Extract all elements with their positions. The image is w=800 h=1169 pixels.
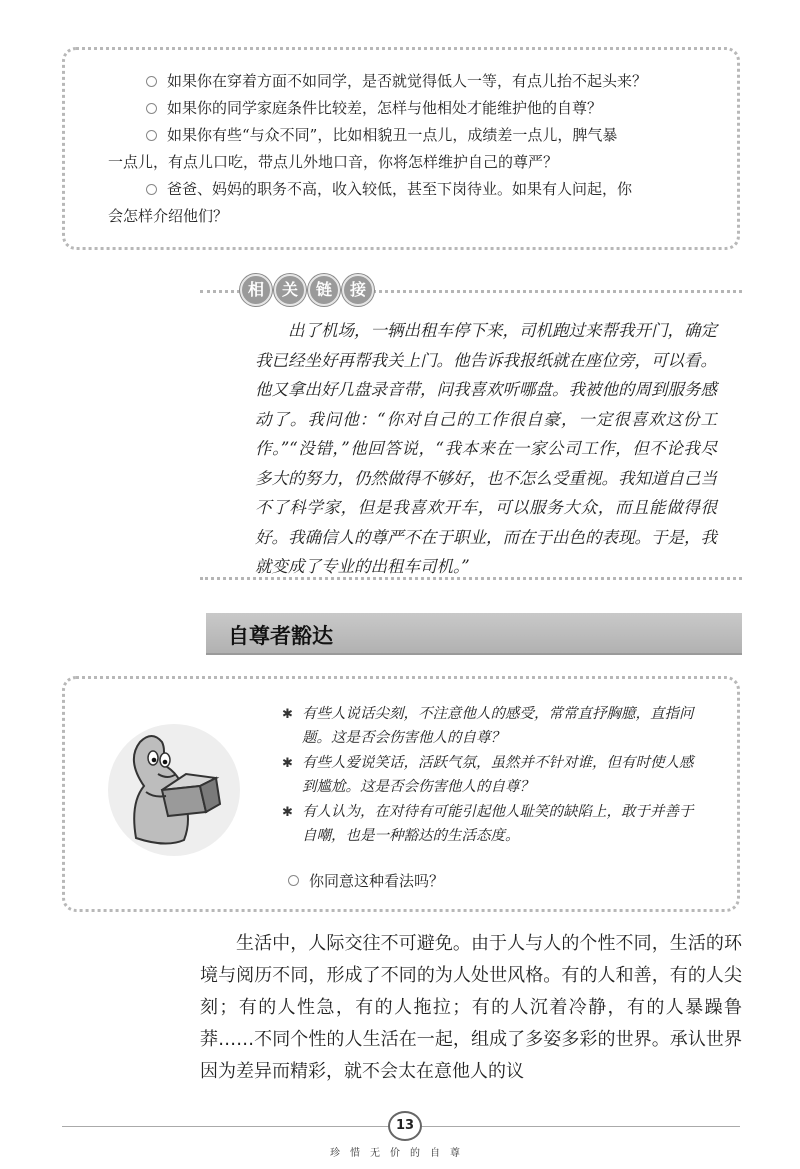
question-item-continued: 一点儿，有点儿口吃，带点儿外地口音，你将怎样维护自己的尊严？ — [108, 153, 559, 171]
related-story — [255, 316, 717, 582]
circle-bullet-icon — [146, 103, 157, 114]
badge-char: 相 — [240, 274, 272, 306]
badge-char: 接 — [342, 274, 374, 306]
circle-bullet-icon — [146, 76, 157, 87]
story-paragraph: 出了机场，一辆出租车停下来，司机跑过来帮我开门，确定我已经坐好再帮我关上门。他告诉我报纸就在座位旁，可以看。他又拿出好几盘录音带，问我喜欢听哪盘。我被他的周到服务感动了。我问他：“你对自己的工作很自豪，一定很喜欢这份工作。”“没错，”他回答说，“我本来在一家公司工作，但不论我尽多大的努力，仍然做得不够好，也不怎么受重视。我知道自己当不了科学家，但是我喜欢开车，可以服务大众，而且能做得很好。我确信人的尊严不在于职业，而在于出色的表现。于是，我就变成了专业的出租车司机。” — [255, 321, 717, 576]
circle-bullet-icon — [288, 875, 299, 886]
related-links-badge — [240, 274, 376, 306]
asterisk-icon: ✱ — [282, 756, 293, 771]
badge-char: 关 — [274, 274, 306, 306]
circle-bullet-icon — [146, 130, 157, 141]
question-list — [108, 68, 708, 230]
page-number: 13 — [388, 1111, 422, 1141]
discussion-item: ✱ 有人认为，在对待有可能引起他人耻笑的缺陷上，敢于并善于自嘲，也是一种豁达的生活态度。 — [282, 800, 702, 848]
dotted-divider — [200, 290, 240, 293]
question-item: 爸爸、妈妈的职务不高，收入较低，甚至下岗待业。如果有人问起，你 — [108, 176, 708, 203]
question-item-continued: 会怎样介绍他们？ — [108, 207, 229, 225]
body-text — [200, 928, 742, 1088]
section-title: 自尊者豁达 — [228, 624, 333, 648]
discussion-item: ✱ 有些人说话尖刻，不注意他人的感受，常常直抒胸臆，直指问题。这是否会伤害他人的自尊？ — [282, 702, 702, 750]
mascot-illustration — [96, 708, 246, 858]
badge-char: 链 — [308, 274, 340, 306]
section-header — [206, 613, 742, 655]
body-paragraph: 生活中，人际交往不可避免。由于人与人的个性不同，生活的环境与阅历不同，形成了不同的为人处世风格。有的人和善，有的人尖刻；有的人性急，有的人拖拉；有的人沉着冷静，有的人暴躁鲁莽……不同个性的人生活在一起，组成了多姿多彩的世界。承认世界因为差异而精彩，就不会太在意他人的议 — [200, 933, 742, 1082]
dotted-divider — [362, 290, 742, 293]
discussion-bullets — [282, 702, 702, 849]
question-item: 如果你在穿着方面不如同学，是否就觉得低人一等，有点儿抬不起头来？ — [108, 68, 708, 95]
question-item: 如果你的同学家庭条件比较差，怎样与他相处才能维护他的自尊？ — [108, 95, 708, 122]
dotted-divider — [200, 577, 742, 580]
discussion-item: ✱ 有些人爱说笑话，活跃气氛，虽然并不针对谁，但有时使人感到尴尬。这是否会伤害他人的自尊？ — [282, 751, 702, 799]
circle-bullet-icon — [146, 184, 157, 195]
question-item: 如果你有些“与众不同”，比如相貌丑一点儿，成绩差一点儿，脾气暴 — [108, 122, 708, 149]
agree-question: 你同意这种看法吗？ — [288, 870, 444, 891]
book-title: 珍惜无价的自尊 — [330, 1148, 470, 1159]
asterisk-icon: ✱ — [282, 805, 293, 820]
asterisk-icon: ✱ — [282, 707, 293, 722]
